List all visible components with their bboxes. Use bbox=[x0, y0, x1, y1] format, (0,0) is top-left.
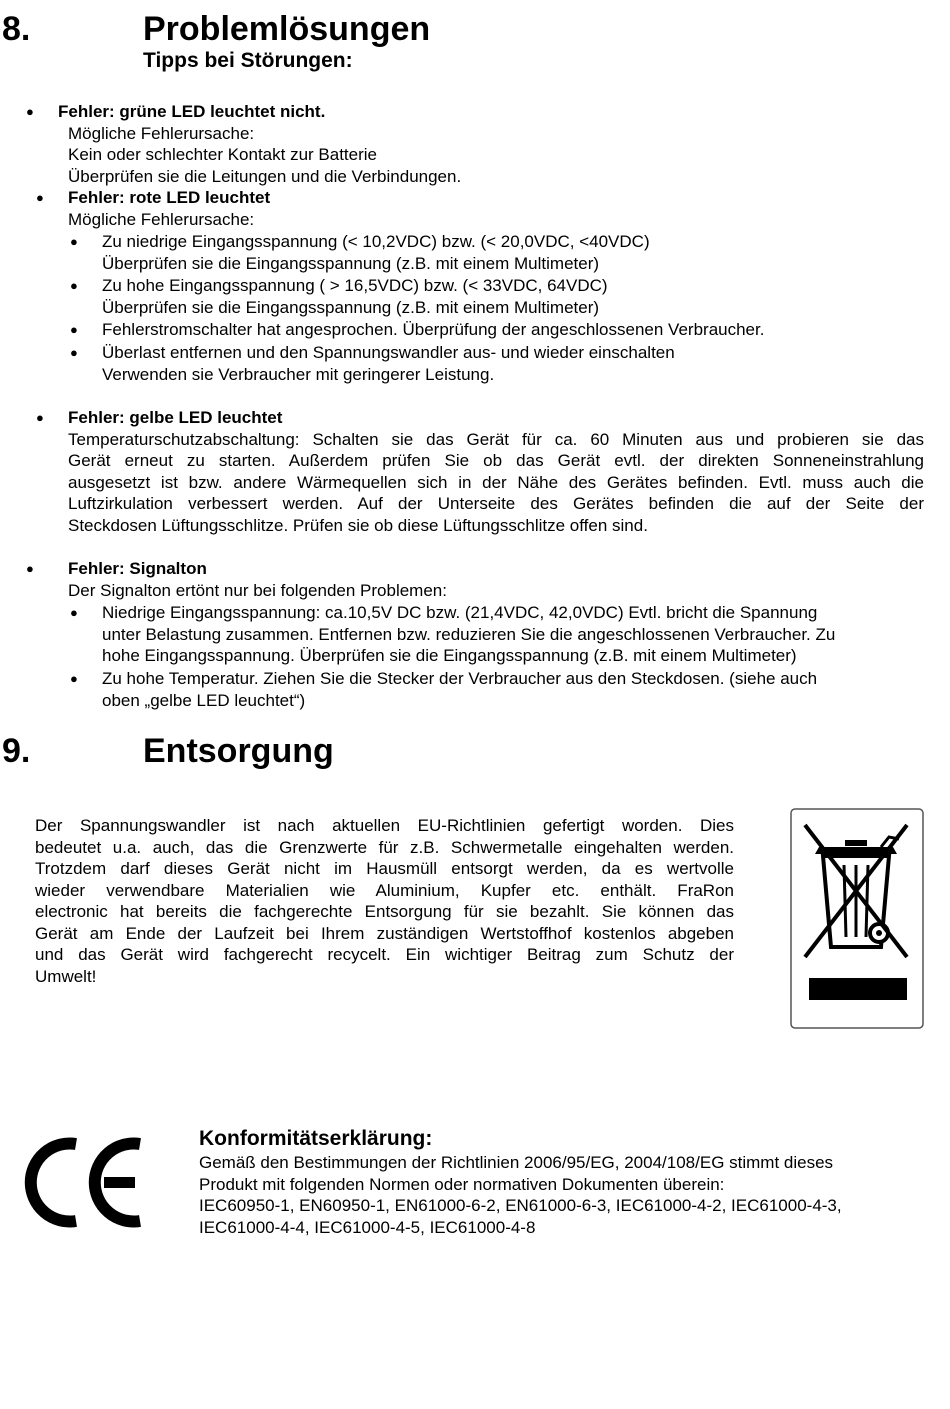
bullet-icon: ● bbox=[36, 410, 44, 425]
green-led-line: Kein oder schlechter Kontakt zur Batterie bbox=[68, 145, 377, 164]
yellow-led-line: ausgesetzt ist bzw. andere Wärmequellen sich in der Nähe des Gerätes befinden. Evtl. muss auch die bbox=[68, 472, 924, 492]
disposal-line: wieder verwendbare Materialien wie Aluminium, Kupfer etc. enthält. FraRon bbox=[35, 880, 734, 900]
red-led-item-line: Verwenden sie Verbraucher mit geringerer Leistung. bbox=[102, 364, 495, 384]
bullet-icon: ● bbox=[36, 190, 44, 205]
disposal-line: Gerät am Ende der Laufzeit bei Ihrem zuständigen Wertstoffhof kostenlos abgeben bbox=[35, 923, 734, 943]
green-led-line: Mögliche Fehlerursache: bbox=[68, 123, 255, 143]
red-led-item-line: Überprüfen sie die Eingangsspannung (z.B. mit einem Multimeter) bbox=[102, 253, 600, 273]
bullet-icon: ● bbox=[26, 104, 34, 119]
disposal-line: Der Spannungswandler ist nach aktuellen EU-Richtlinien gefertigt worden. Dies bbox=[35, 816, 734, 835]
bullet-icon: ● bbox=[70, 605, 78, 620]
conformity-line: IEC61000-4-4, IEC61000-4-5, IEC61000-4-8 bbox=[199, 1217, 536, 1237]
yellow-led-line: Steckdosen Lüftungsschlitze. Prüfen sie ob diese Lüftungsschlitze offen sind. bbox=[68, 515, 648, 535]
section-8-number: 8. bbox=[2, 10, 31, 48]
red-led-item-line: Zu niedrige Eingangsspannung (< 10,2VDC) bzw. (< 20,0VDC, <40VDC) bbox=[102, 232, 650, 251]
red-led-item-line: Fehlerstromschalter hat angesprochen. Überprüfung der angeschlossenen Verbraucher. bbox=[102, 320, 765, 339]
red-led-item-line: Überprüfen sie die Eingangsspannung (z.B. mit einem Multimeter) bbox=[102, 297, 600, 317]
signal-item-line: Niedrige Eingangsspannung: ca.10,5V DC bzw. (21,4VDC, 42,0VDC) Evtl. bricht die Spannung bbox=[102, 603, 818, 622]
signal-item-line: unter Belastung zusammen. Entfernen bzw. reduzieren Sie die angeschlossenen Verbraucher. Zu bbox=[102, 624, 836, 644]
red-led-heading: Fehler: rote LED leuchtet bbox=[68, 188, 271, 207]
disposal-line: Trotzdem darf dieses Gerät nicht im Hausmüll entsorgt werden, da es wertvolle bbox=[35, 859, 734, 878]
red-led-cause: Mögliche Fehlerursache: bbox=[68, 209, 255, 229]
disposal-line: bedeutet u.a. auch, das die Grenzwerte für z.B. Schwermetalle eingehalten werden. bbox=[35, 837, 734, 857]
disposal-paragraph bbox=[35, 815, 734, 987]
signal-item-line: oben „gelbe LED leuchtet“) bbox=[102, 690, 306, 710]
bullet-icon: ● bbox=[70, 234, 78, 249]
bullet-icon: ● bbox=[70, 278, 78, 293]
yellow-led-line: Gerät erneut zu starten. Außerdem prüfen Sie ob das Gerät evtl. der direkten Sonneneinstrahlung bbox=[68, 451, 924, 470]
signal-item-line: hohe Eingangsspannung. Überprüfen sie die Eingangsspannung (z.B. mit einem Multimeter) bbox=[102, 646, 797, 665]
disposal-line: und das Gerät wird fachgerecht recycelt. Ein wichtiger Beitrag zum Schutz der bbox=[35, 945, 734, 964]
yellow-led-line: Temperaturschutzabschaltung: Schalten sie das Gerät für ca. 60 Minuten aus und probieren sie das bbox=[68, 429, 924, 449]
disposal-line: electronic hat bereits die fachgerechte Entsorgung für sie bezahlt. Sie können das bbox=[35, 902, 734, 921]
crossed-out-wheelie-bin-icon bbox=[789, 807, 925, 1030]
signal-intro: Der Signalton ertönt nur bei folgenden Problemen: bbox=[68, 580, 447, 600]
conformity-line: Gemäß den Bestimmungen der Richtlinien 2006/95/EG, 2004/108/EG stimmt dieses bbox=[199, 1153, 834, 1172]
bullet-icon: ● bbox=[26, 561, 34, 576]
green-led-heading: Fehler: grüne LED leuchtet nicht. bbox=[58, 102, 326, 121]
section-9-title: Entsorgung bbox=[143, 732, 334, 770]
bullet-icon: ● bbox=[70, 322, 78, 337]
conformity-title: Konformitätserklärung: bbox=[199, 1127, 433, 1150]
yellow-led-heading: Fehler: gelbe LED leuchtet bbox=[68, 408, 283, 427]
red-led-item-line: Überlast entfernen und den Spannungswandler aus- und wieder einschalten bbox=[102, 343, 675, 362]
section-8-title: Problemlösungen bbox=[143, 10, 431, 48]
conformity-line: Produkt mit folgenden Normen oder normativen Dokumenten überein: bbox=[199, 1174, 725, 1194]
signal-heading: Fehler: Signalton bbox=[68, 559, 207, 578]
disposal-line: Umwelt! bbox=[35, 966, 97, 986]
bullet-icon: ● bbox=[70, 345, 78, 360]
yellow-led-paragraph bbox=[68, 429, 924, 537]
bullet-icon: ● bbox=[70, 671, 78, 686]
signal-item-line: Zu hohe Temperatur. Ziehen Sie die Stecker der Verbraucher aus den Steckdosen. (siehe auch bbox=[102, 669, 818, 688]
yellow-led-line: Luftzirkulation verbessert werden. Auf der Unterseite des Gerätes befinden die auf der Seite der bbox=[68, 494, 924, 513]
red-led-item-line: Zu hohe Eingangsspannung ( > 16,5VDC) bzw. (< 33VDC, 64VDC) bbox=[102, 276, 608, 295]
ce-mark-icon bbox=[18, 1135, 146, 1230]
section-9-number: 9. bbox=[2, 732, 31, 770]
section-8-subtitle: Tipps bei Störungen: bbox=[143, 49, 353, 72]
conformity-line: IEC60950-1, EN60950-1, EN61000-6-2, EN61000-6-3, IEC61000-4-2, IEC61000-4-3, bbox=[199, 1196, 842, 1215]
green-led-line: Überprüfen sie die Leitungen und die Verbindungen. bbox=[68, 166, 462, 186]
